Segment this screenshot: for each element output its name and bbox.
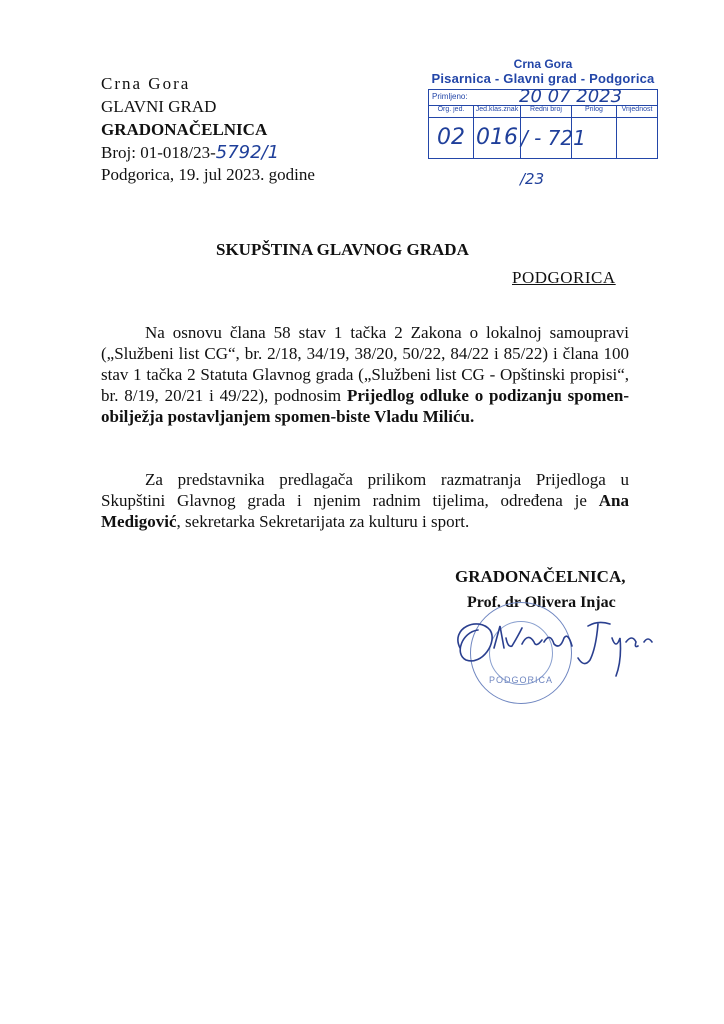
- stamp-col-label: Org. jed.: [429, 106, 474, 117]
- stamp-col-value: [617, 118, 657, 158]
- header-city-level: GLAVNI GRAD: [101, 97, 217, 116]
- stamp-column-labels: [429, 106, 657, 118]
- registry-stamp: [428, 57, 658, 188]
- stamp-col-value: / - 721: [521, 118, 572, 158]
- p1-bold: Prijedlog odluke o podizanju spomen-obilježja postavljanjem spomen-biste Vladu Miliću.: [101, 386, 630, 426]
- body-paragraph-2: [101, 469, 629, 532]
- stamp-col-label: Vrijednost: [621, 106, 653, 113]
- header-country: Crna Gora: [101, 74, 191, 93]
- stamp-received-date: 20 07 2023: [519, 86, 623, 107]
- stamp-line2: Pisarnica - Glavni grad - Podgorica: [431, 71, 655, 86]
- addressee-city: PODGORICA: [512, 268, 616, 287]
- stamp-col-value: 016: [474, 118, 521, 158]
- p2-text: Za predstavnika predlagača prilikom razmatranja Prijedloga u Skupštini Glavnog grada i njenim radnim tijelima, određena je: [101, 470, 629, 510]
- signature-title: GRADONAČELNICA,: [455, 567, 626, 586]
- stamp-col-label: Redni broj: [521, 106, 572, 117]
- stamp-year-note: /23: [520, 170, 545, 188]
- reference-prefix: Broj: 01-018/23-: [101, 143, 216, 162]
- signature-drawing: [448, 608, 668, 688]
- stamp-box: [428, 86, 658, 159]
- stamp-line1: Crna Gora: [513, 57, 573, 71]
- reference-number: [101, 141, 279, 164]
- stamp-received-label: Primljeno:: [432, 92, 468, 101]
- stamp-received-row: [429, 86, 657, 107]
- header-office: GRADONAČELNICA: [101, 120, 268, 139]
- stamp-col-value: 02: [429, 118, 474, 158]
- stamp-col-value: [572, 118, 617, 158]
- stamp-column-values: [429, 118, 657, 158]
- addressee-name: SKUPŠTINA GLAVNOG GRADA: [216, 240, 469, 259]
- body-paragraph-1: [101, 322, 629, 427]
- signature-name: Prof. dr Olivera Injac: [467, 594, 616, 611]
- date-line: Podgorica, 19. jul 2023. godine: [101, 165, 315, 184]
- stamp-col-label: Prilog: [572, 106, 617, 117]
- reference-handwritten: 5792/1: [215, 142, 280, 163]
- stamp-col-label: Jed.klas.znak: [474, 106, 521, 117]
- p2-bold: Ana Medigović: [101, 491, 629, 531]
- p2-end: , sekretarka Sekretarijata za kulturu i sport.: [176, 512, 470, 531]
- p1-text: Na osnovu člana 58 stav 1 tačka 2 Zakona o lokalnoj samoupravi („Službeni list CG“, br. 2/18, 34/19, 38/20, 50/22, 84/22 i 85/22) i člana 100 stav 1 tačka 2 Statuta Glavnog grada („Službeni list CG - Opštinski propisi“, br. 8/19, 20/21 i 49/22), podnosim: [101, 323, 629, 405]
- seal-text: PODGORICA: [488, 675, 553, 685]
